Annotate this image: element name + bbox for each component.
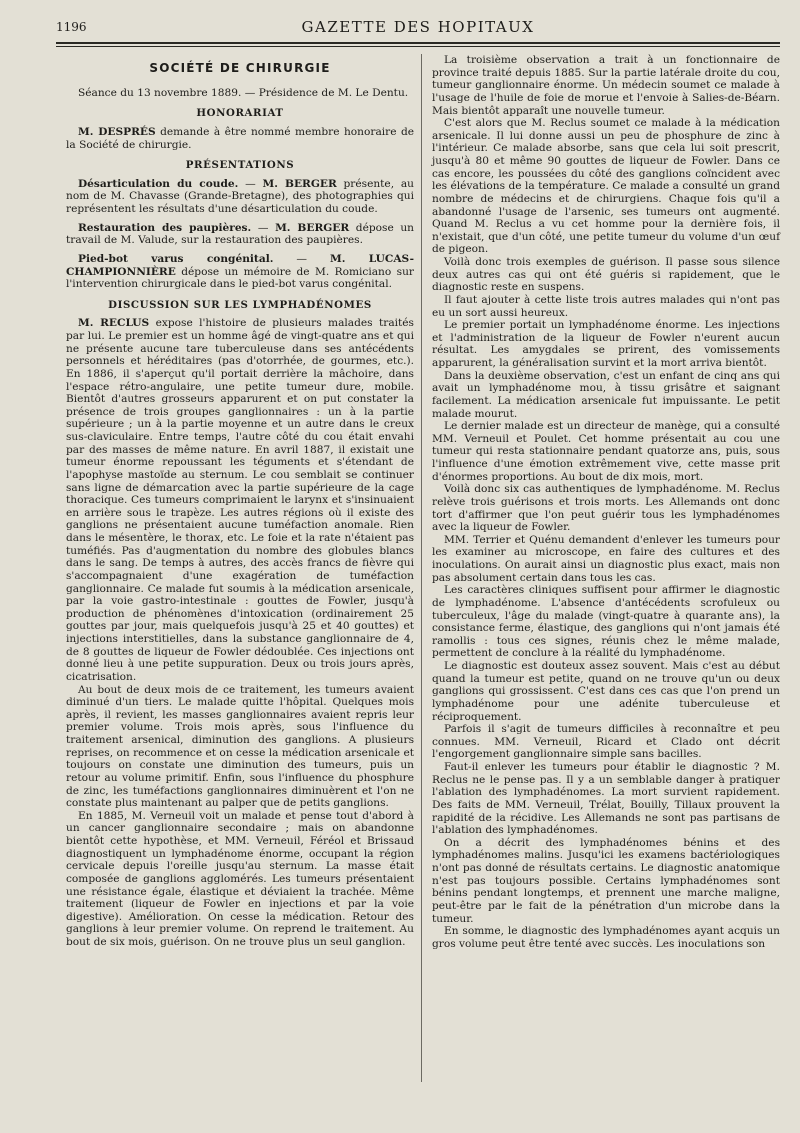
presentations-heading: PRÉSENTATIONS — [185, 159, 295, 172]
header-rule-thin — [56, 46, 780, 47]
honorariat-paragraph — [66, 126, 414, 151]
speaker-name: M. BERGER — [262, 177, 337, 190]
body-paragraph: Le premier portait un lymphadénome énorme. Les injections et l'administration de la liqueur de Fowler n'eurent aucun résultat. Les amygdales se prirent, des vomissements apparurent, la généralisation survint et la mort arriva bientôt. — [432, 319, 780, 369]
presentation-item — [66, 222, 414, 247]
body-paragraph: Voilà donc six cas authentiques de lymphadénome. M. Reclus relève trois guérisons et trois morts. Les Allemands ont donc tort d'affirmer que l'on peut guérir tous les lymphadénomes avec la liqueur de Fowler. — [432, 483, 780, 534]
presentation-item — [66, 178, 414, 216]
header-rule-thick — [56, 42, 780, 44]
paragraph-text: expose l'histoire de plusieurs malades traités par lui. Le premier est un homme âgé de vingt-quatre ans et qui ne présente aucune tare tuberculeuse dans ses antécédents personnels et héréditaires (pas d'otorrhée, de gourmes, etc.). En 1886, il s'aperçut qu'il portait derrière la mâchoire, dans l'espace rétro-angulaire, une petite tumeur dure, mobile. Bientôt d'autres grosseurs apparurent et on put constater la présence de trois groupes ganglionnaires : un à la partie supérieure ; un à la partie moyenne et un autre dans le creux sus-claviculaire. Entre temps, l'autre côté du cou était envahi par des masses de même nature. En avril 1887, il existait une tumeur énorme repoussant les téguments et s'étendant de l'apophyse mastoïde au sternum. Le cou semblait se continuer sans ligne de démarcation avec la partie supérieure de la cage thoracique. Ces tumeurs comprimaient le larynx et s'insinuaient en arrière sous le trapèze. Les autres régions où il existe des ganglions ne présentaient aucune tuméfaction anomale. Rien dans le mésentère, le thorax, etc. Le foie et la rate n'étaient pas tuméfiés. Pas d'augmentation du nombre des globules blancs dans le sang. De temps à autres, des accès francs de fièvre qui s'accompagnaient d'une exagération de tuméfaction ganglionnaire. Ce malade fut soumis à la médication arsenicale, par la voie gastro-intestinale : gouttes de Fowler, jusqu'à production de phénomènes d'intoxication (ordinairement 25 gouttes par jour, mais quelquefois jusqu'à 25 et 40 gouttes) et injections interstitielles, dans la substance ganglionnaire de 4, de 8 gouttes de liqueur de Fowler dédoublée. Ces injections ont donné lieu à une petite suppuration. Deux ou trois jours après, cicatrisation. — [66, 317, 414, 683]
page-header — [56, 18, 780, 40]
item-text: dépose un mémoire de M. Romiciano sur l'intervention chirurgicale dans le pied-bot varus congénital. — [66, 265, 414, 291]
body-paragraph: Parfois il s'agit de tumeurs difficiles à reconnaître et peu connues. MM. Verneuil, Ricard et Clado ont décrit l'engorgement ganglionnaire simple sans bacilles. — [432, 723, 780, 761]
body-paragraph: Le diagnostic est douteux assez souvent. Mais c'est au début quand la tumeur est petite, quand on ne trouve qu'un ou deux ganglions qui grossissent. C'est dans ces cas que l'on prend un lymphadénome pour une adénite tuberculeuse et réciproquement. — [432, 660, 780, 723]
body-paragraph: Dans la deuxième observation, c'est un enfant de cinq ans qui avait un lymphadénome mou, à tissu grisâtre et saignant facilement. La médication arsenicale fut impuissante. Le petit malade mourut. — [432, 369, 780, 420]
discussion-heading: DISCUSSION SUR LES LYMPHADÉNOMES — [108, 298, 372, 311]
speaker-name: M. LUCAS-CHAMPIONNIÈRE — [66, 252, 414, 278]
honorariat-heading: HONORARIAT — [196, 107, 284, 120]
body-paragraph: En somme, le diagnostic des lymphadénomes ayant acquis un gros volume peut être tenté avec succès. Les inoculations son — [432, 925, 780, 950]
body-paragraph: La troisième observation a trait à un fonctionnaire de province traité depuis 1885. Sur la partie latérale droite du cou, tumeur ganglionnaire énorme. Un médecin soumet ce malade à l'usage de l'huile de foie de morue et l'envoie à Salies-de-Béarn. Mais bientôt apparaît une nouvelle tumeur. — [432, 54, 780, 117]
speaker-name: M. RECLUS — [78, 317, 150, 330]
item-sep: — — [251, 221, 276, 234]
body-paragraph: Au bout de deux mois de ce traitement, les tumeurs avaient diminué d'un tiers. Le malade quitte l'hôpital. Quelques mois après, il revient, les masses ganglionnaires avaient repris leur premier volume. Trois mois après, sous l'influence du traitement arsenical, diminution des ganglions. A plusieurs reprises, on recommence et on cesse la médication arsenicale et toujours on constate une diminution des tumeurs, puis un retour au volume primitif. Enfin, sous l'influence du phosphure de zinc, les tuméfactions ganglionnaires diminuèrent et l'on ne constate plus maintenant au palper que de petits ganglions. — [66, 683, 414, 810]
item-sep: — — [238, 177, 263, 190]
body-paragraph: Il faut ajouter à cette liste trois autres malades qui n'ont pas eu un sort aussi heureux. — [432, 293, 780, 319]
column-divider — [421, 54, 422, 1082]
society-heading: SOCIÉTÉ DE CHIRURGIE — [149, 61, 331, 75]
item-title: Restauration des paupières. — [78, 221, 252, 234]
discussion-paragraph — [66, 317, 414, 683]
item-text: dépose un travail de M. Valude, sur la restauration des paupières. — [66, 221, 414, 247]
speaker-name: M. BERGER — [275, 221, 350, 234]
item-text: présente, au nom de M. Chavasse (Grande-Bretagne), des photographies qui représentent les résultats d'une désarticulation du coude. — [66, 177, 414, 215]
journal-title: GAZETTE DES HOPITAUX — [301, 18, 535, 36]
session-line: Séance du 13 novembre 1889. — Présidence de M. Le Dentu. — [78, 86, 409, 99]
page-number: 1196 — [56, 20, 87, 34]
item-sep: — — [273, 252, 331, 265]
body-paragraph: En 1885, M. Verneuil voit un malade et pense tout d'abord à un cancer ganglionnaire secondaire ; mais on abandonne bientôt cette hypothèse, et MM. Verneuil, Féréol et Brissaud diagnostiquent un lymphadénome énorme, occupant la région cervicale depuis l'oreille jusqu'au sternum. La masse était composée de ganglions agglomérés. Les tumeurs présentaient une résistance égale, élastique et déviaient la trachée. Même traitement (liqueur de Fowler en injections et par la voie digestive). Amélioration. On cesse la médication. Retour des ganglions à leur premier volume. On reprend le traitement. Au bout de six mois, guérison. On ne trouve plus un seul ganglion. — [66, 809, 414, 948]
item-title: Désarticulation du coude. — [78, 177, 239, 190]
body-paragraph: MM. Terrier et Quénu demandent d'enlever les tumeurs pour les examiner au microscope, en faire des cultures et des inoculations. On aurait ainsi un diagnostic plus exact, mais non pas absolument certain dans tous les cas. — [432, 533, 780, 584]
body-paragraph: Les caractères cliniques suffisent pour affirmer le diagnostic de lymphadénome. L'absence d'antécédents scrofuleux ou tuberculeux, l'âge du malade (vingt-quatre à quarante ans), la consistance ferme, élastique, des ganglions qui n'ont jamais été ramollis : tous ces signes, réunis chez le même malade, permettent de conclure à la réalité du lymphadénome. — [432, 584, 780, 660]
left-column — [66, 54, 414, 949]
right-column — [432, 54, 780, 950]
body-paragraph: On a décrit des lymphadénomes bénins et des lymphadénomes malins. Jusqu'ici les examens bactériologiques n'ont pas donné de résultats certains. Le diagnostic anatomique n'est pas toujours possible. Certains lymphadénomes sont bénins pendant longtemps, et prennent une marche maligne, peut-être par le fait de la pénétration d'un microbe dans la tumeur. — [432, 836, 780, 925]
body-paragraph: Le dernier malade est un directeur de manège, qui a consulté MM. Verneuil et Poulet. Cet homme présentait au cou une tumeur qui resta stationnaire pendant quatorze ans, puis, sous l'influence d'une émotion extrêmement vive, cette masse prit d'énormes proportions. Au bout de dix mois, mort. — [432, 420, 780, 483]
paragraph-text: demande à être nommé membre honoraire de la Société de chirurgie. — [66, 125, 415, 151]
body-paragraph: Faut-il enlever les tumeurs pour établir le diagnostic ? M. Reclus ne le pense pas. Il y a un semblable danger à pratiquer l'ablation des lymphadénomes. La mort survient rapidement. Des faits de MM. Verneuil, Trélat, Bouilly, Tillaux prouvent la rapidité de la récidive. Les Allemands ne sont pas partisans de l'ablation des lymphadénomes. — [432, 761, 780, 837]
presentation-item — [66, 253, 414, 291]
body-paragraph: C'est alors que M. Reclus soumet ce malade à la médication arsenicale. Il lui donne aussi un peu de phosphure de zinc à l'intérieur. Ce malade absorbe, sans que cela lui soit prescrit, jusqu'à 80 et même 90 gouttes de liqueur de Fowler. Dans ce cas encore, les poussées du côté des ganglions coïncident avec les élévations de la température. Ce malade a consulté un grand nombre de médecins et de chirurgiens. Chaque fois qu'il a abandonné l'usage de l'arsenic, ses tumeurs ont augmenté. Quand M. Reclus a vu cet homme pour la dernière fois, il n'existait, que d'un côté, une petite tumeur du volume d'un œuf de pigeon. — [432, 117, 780, 256]
speaker-name: M. DESPRÉS — [78, 125, 156, 138]
body-paragraph: Voilà donc trois exemples de guérison. Il passe sous silence deux autres cas qui ont été guéris si rapidement, que le diagnostic reste en suspens. — [432, 256, 780, 294]
item-title: Pied-bot varus congénital. — [78, 252, 274, 265]
